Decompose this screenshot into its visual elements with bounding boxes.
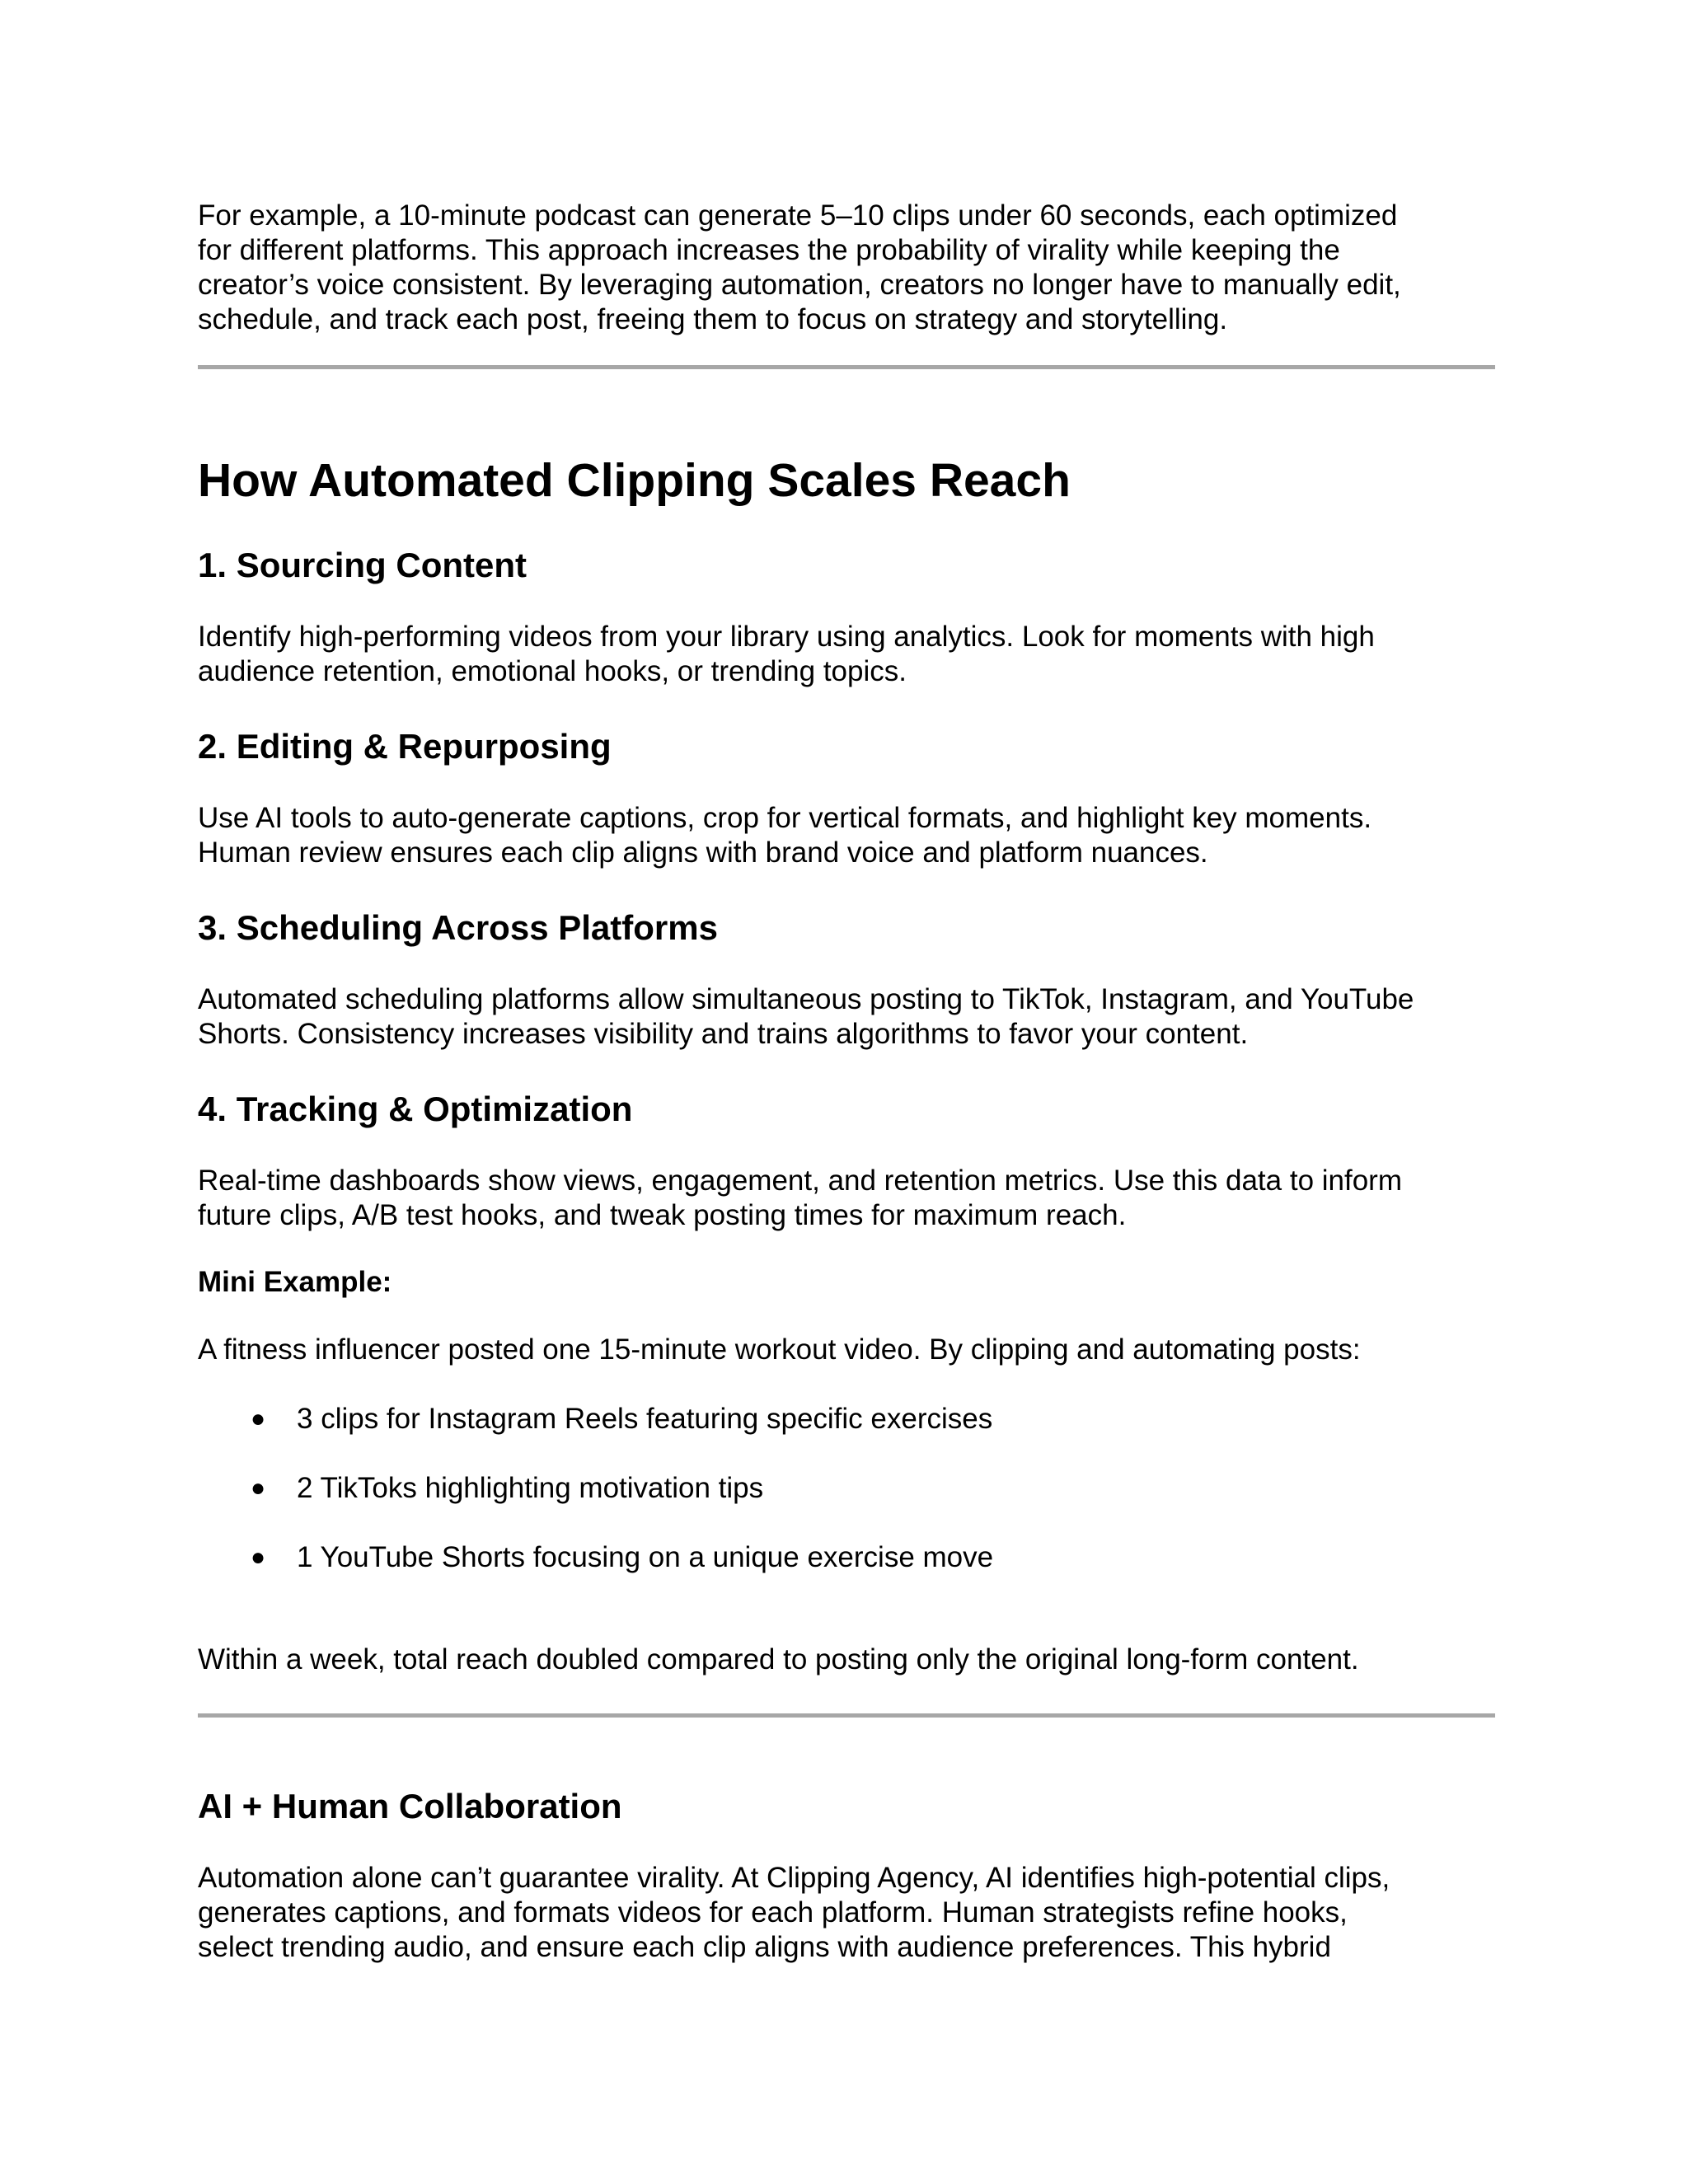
section-heading-collaboration: AI + Human Collaboration [198, 1787, 622, 1825]
step-paragraph-scheduling [198, 982, 1414, 1052]
mini-example-outcome: Within a week, total reach doubled compared to posting only the original long-form content. [198, 1643, 1359, 1675]
text-line: Automation alone can’t guarantee virality. At Clipping Agency, AI identifies high-potential clips, [198, 1862, 1390, 1894]
step-heading-sourcing: 1. Sourcing Content [198, 546, 527, 584]
collaboration-paragraph [198, 1861, 1390, 1965]
text-line: Shorts. Consistency increases visibility and trains algorithms to favor your content. [198, 1018, 1249, 1050]
step-heading-tracking: 4. Tracking & Optimization [198, 1090, 633, 1128]
text-line: Identify high-performing videos from your library using analytics. Look for moments with high [198, 621, 1375, 653]
step-paragraph-tracking [198, 1164, 1402, 1233]
section-title: How Automated Clipping Scales Reach [198, 454, 1071, 507]
bullet-icon: ● [251, 1474, 266, 1502]
text-line: Real-time dashboards show views, engagement, and retention metrics. Use this data to inform [198, 1165, 1402, 1197]
text-line: creator’s voice consistent. By leveraging automation, creators no longer have to manually edit, [198, 269, 1401, 301]
text-line: Human review ensures each clip aligns with brand voice and platform nuances. [198, 837, 1208, 869]
horizontal-rule [198, 365, 1495, 369]
text-line: generates captions, and formats videos for each platform. Human strategists refine hooks, [198, 1896, 1348, 1929]
step-heading-scheduling: 3. Scheduling Across Platforms [198, 908, 718, 947]
text-line: audience retention, emotional hooks, or trending topics. [198, 655, 907, 687]
text-line: schedule, and track each post, freeing them to focus on strategy and storytelling. [198, 303, 1228, 335]
horizontal-rule [198, 1713, 1495, 1718]
text-line: select trending audio, and ensure each clip aligns with audience preferences. This hybrid [198, 1931, 1331, 1963]
text-line: For example, a 10-minute podcast can generate 5–10 clips under 60 seconds, each optimized [198, 199, 1398, 232]
bullet-icon: ● [251, 1405, 266, 1432]
document-page [198, 0, 1500, 2184]
list-item-text: 2 TikToks highlighting motivation tips [297, 1472, 764, 1504]
step-paragraph-sourcing [198, 620, 1375, 689]
text-line: future clips, A/B test hooks, and tweak posting times for maximum reach. [198, 1199, 1127, 1231]
step-heading-editing: 2. Editing & Repurposing [198, 727, 612, 766]
text-line: for different platforms. This approach increases the probability of virality while keeping the [198, 234, 1340, 266]
text-line: Automated scheduling platforms allow simultaneous posting to TikTok, Instagram, and YouTube [198, 983, 1414, 1015]
text-line: Use AI tools to auto-generate captions, crop for vertical formats, and highlight key moments. [198, 802, 1372, 834]
list-item-text: 1 YouTube Shorts focusing on a unique exercise move [297, 1541, 994, 1573]
step-paragraph-editing [198, 801, 1372, 870]
intro-paragraph [198, 199, 1401, 337]
list-item-text: 3 clips for Instagram Reels featuring specific exercises [297, 1403, 993, 1435]
mini-example-intro: A fitness influencer posted one 15-minute workout video. By clipping and automating posts: [198, 1333, 1361, 1366]
bullet-icon: ● [251, 1544, 266, 1571]
mini-example-label: Mini Example: [198, 1266, 392, 1298]
